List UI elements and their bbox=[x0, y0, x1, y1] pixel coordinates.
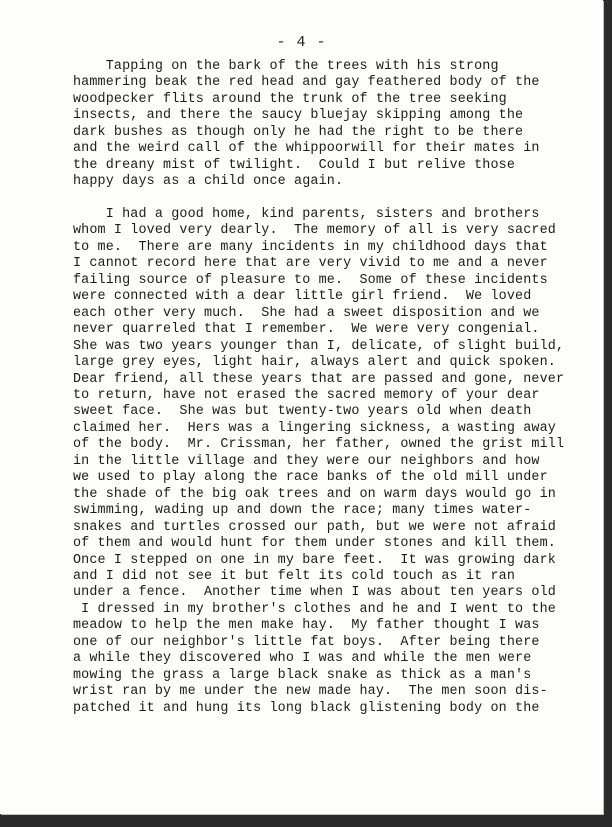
text-line: sweet face. She was but twenty-two years old when death bbox=[73, 404, 532, 420]
text-line: large grey eyes, light hair, always alert and quick spoken. bbox=[73, 355, 556, 371]
text-line: of them and would hunt for them under stones and kill them. bbox=[73, 536, 556, 552]
text-line: I cannot record here that are very vivid to me and a never bbox=[73, 256, 548, 272]
text-line: claimed her. Hers was a lingering sickness, a wasting away bbox=[73, 420, 556, 436]
text-line: of the body. Mr. Crissman, her father, owned the grist mill bbox=[73, 437, 565, 453]
text-line: the dreany mist of twilight. Could I but relive those bbox=[73, 157, 516, 173]
text-line: mowing the grass a large black snake as thick as a man's bbox=[73, 667, 532, 683]
text-line: patched it and hung its long black glistening body on the bbox=[73, 700, 540, 716]
typed-text bbox=[73, 59, 565, 717]
text-line: a while they discovered who I was and while the men were bbox=[73, 651, 532, 667]
text-line: happy days as a child once again. bbox=[73, 174, 344, 190]
text-line: each other very much. She had a sweet disposition and we bbox=[73, 305, 540, 321]
text-line: in the little village and they were our neighbors and how bbox=[73, 453, 540, 469]
text-line: Dear friend, all these years that are passed and gone, never bbox=[73, 371, 565, 387]
text-line: whom I loved very dearly. The memory of all is very sacred bbox=[73, 223, 556, 239]
text-line: one of our neighbor's little fat boys. After being there bbox=[73, 634, 540, 650]
text-line: insects, and there the saucy bluejay skipping among the bbox=[73, 108, 524, 124]
text-line: Once I stepped on one in my bare feet. It was growing dark bbox=[73, 552, 556, 568]
text-line: I had a good home, kind parents, sisters and brothers bbox=[73, 207, 540, 223]
text-line: Tapping on the bark of the trees with his strong bbox=[73, 59, 499, 74]
text-line: swimming, wading up and down the race; many times water- bbox=[73, 503, 532, 519]
paragraph-2 bbox=[73, 207, 565, 717]
text-line: woodpecker flits around the trunk of the tree seeking bbox=[73, 91, 507, 107]
text-line: under a fence. Another time when I was about ten years old bbox=[73, 585, 556, 601]
text-line: and I did not see it but felt its cold touch as it ran bbox=[73, 568, 516, 584]
text-line: and the weird call of the whippoorwill for their mates in bbox=[73, 141, 540, 157]
text-line: to me. There are many incidents in my childhood days that bbox=[73, 239, 548, 255]
text-line: dark bushes as though only he had the right to be there bbox=[73, 124, 524, 140]
text-line: to return, have not erased the sacred memory of your dear bbox=[73, 388, 540, 403]
page-number: - 4 - bbox=[276, 34, 327, 51]
text-line: hammering beak the red head and gay feathered body of the bbox=[73, 75, 540, 91]
text-line: I dressed in my brother's clothes and he and I went to the bbox=[73, 601, 556, 617]
text-line: snakes and turtles crossed our path, but we were not afraid bbox=[73, 519, 556, 535]
text-line: failing source of pleasure to me. Some of these incidents bbox=[73, 272, 548, 288]
paragraph-1 bbox=[73, 59, 553, 191]
text-line: never quarreled that I remember. We were very congenial. bbox=[73, 322, 540, 338]
text-line: we used to play along the race banks of the old mill under bbox=[73, 470, 548, 486]
text-line: wrist ran by me under the new made hay. The men soon dis- bbox=[73, 684, 548, 700]
text-line: She was two years younger than I, delicate, of slight build, bbox=[73, 338, 565, 354]
text-line: meadow to help the men make hay. My father thought I was bbox=[73, 618, 540, 634]
text-line: the shade of the big oak trees and on warm days would go in bbox=[73, 486, 556, 502]
text-line: were connected with a dear little girl friend. We loved bbox=[73, 289, 532, 305]
